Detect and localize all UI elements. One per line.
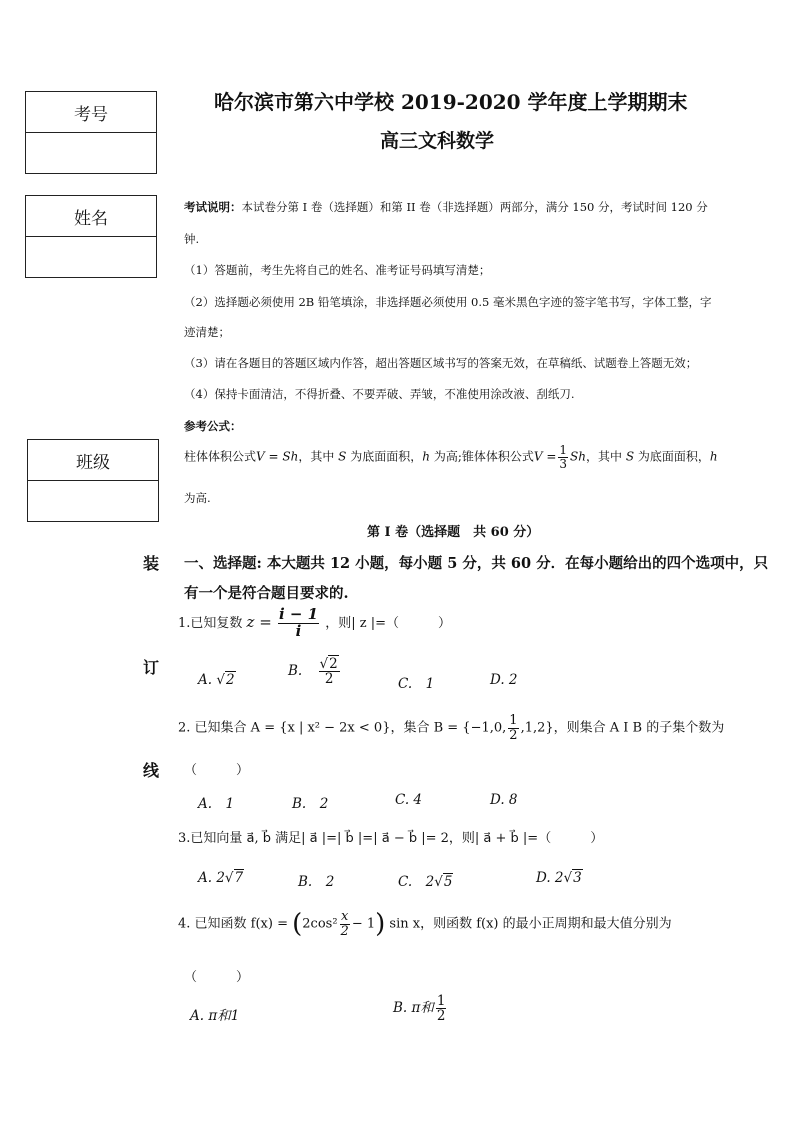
- name-label: 姓名: [26, 196, 156, 237]
- binding-char-2: 订: [143, 658, 160, 677]
- binding-char-3: 线: [143, 761, 160, 780]
- instructions-line-1: 考试说明：本试卷分第 I 卷（选择题）和第 II 卷（非选择题）两部分，满分 150 分，考试时间 120 分: [184, 200, 708, 214]
- q2-option-a[interactable]: A. 1: [198, 796, 235, 812]
- q3-option-a[interactable]: A. 2√7: [198, 870, 244, 886]
- instructions-label: 考试说明：: [184, 200, 242, 214]
- q2-option-d[interactable]: D. 8: [490, 792, 518, 808]
- q4-option-a[interactable]: A. π和1: [190, 1008, 240, 1024]
- question-2-wrap: （ ）: [184, 763, 250, 778]
- formula-wrap: 为高.: [184, 491, 211, 505]
- instruction-item-2: （2）选择题必须使用 2B 铅笔填涂，非选择题必须使用 0.5 毫米黑色字迹的签字笔书写，字体工整，字: [184, 295, 712, 309]
- instruction-item-1: （1）答题前，考生先将自己的姓名、准考证号码填写清楚；: [184, 263, 491, 277]
- exam-number-label: 考号: [26, 92, 156, 133]
- class-field[interactable]: [28, 481, 158, 521]
- question-1: 1.已知复数 z = $\frac{i - 1}{i}$ ，则| z |=（ ）: [178, 605, 452, 640]
- binding-char-1: 装: [143, 554, 160, 573]
- exam-title: 哈尔滨市第六中学校 2019-2020 学年度上学期期末: [214, 90, 688, 114]
- instruction-item-3: （3）请在各题目的答题区域内作答，超出答题区域书写的答案无效，在草稿纸、试题卷上答题无效；: [184, 356, 698, 370]
- question-3: 3.已知向量 a⃗, b⃗ 满足| a⃗ |=| b⃗ |=| a⃗ − b⃗ |= 2，则| a⃗ + b⃗ |=（ ）: [178, 831, 604, 846]
- q1-option-c[interactable]: C. 1: [398, 676, 435, 692]
- section-intro: 一、选择题: 本大题共 12 小题，每小题 5 分，共 60 分．在每小题给出的四个选项中，只: [184, 555, 769, 572]
- section-heading: 第 I 卷（选择题 共 60 分）: [367, 525, 540, 540]
- q2-option-c[interactable]: C. 4: [395, 792, 423, 808]
- instructions-line-1-wrap: 钟.: [184, 232, 200, 246]
- q2-option-b[interactable]: B. 2: [292, 796, 329, 812]
- name-field[interactable]: [26, 237, 156, 277]
- question-2: 2. 已知集合 A = {x | x² − 2x < 0}，集合 B = {−1,0, $\frac{1}{2}$ ,1,2}，则集合 A I B 的子集个数为: [178, 713, 725, 743]
- q1-option-a[interactable]: A. √2: [198, 672, 235, 688]
- class-box: [27, 439, 159, 522]
- question-4: 4. 已知函数 f(x) = (2cos² $\frac{x}{2}$ − 1) sin x，则函数 f(x) 的最小正周期和最大值分别为: [178, 908, 672, 939]
- q3-option-c[interactable]: C. 2√5: [398, 874, 453, 890]
- exam-number-field[interactable]: [26, 133, 156, 173]
- q3-option-d[interactable]: D. 2√3: [536, 870, 582, 886]
- instruction-item-4: （4）保持卡面清洁，不得折叠、不要弄破、弄皱，不准使用涂改液、刮纸刀.: [184, 387, 575, 401]
- question-4-wrap: （ ）: [184, 970, 250, 985]
- name-box: [25, 195, 157, 278]
- q3-option-b[interactable]: B. 2: [298, 874, 335, 890]
- class-label: 班级: [28, 440, 158, 481]
- exam-subtitle: 高三文科数学: [380, 130, 495, 152]
- q1-option-b[interactable]: B. $\frac{√2}{2}$: [288, 656, 338, 688]
- instruction-item-2-wrap: 迹清楚；: [184, 325, 230, 339]
- section-intro-wrap: 有一个是符合题目要求的.: [184, 585, 349, 602]
- formula-line: 柱体体积公式V = Sh，其中 S 为底面面积，h 为高;锥体体积公式V = $\frac{1}{3}$ Sh，其中 S 为底面面积，h: [184, 443, 718, 471]
- q1-option-d[interactable]: D. 2: [490, 672, 518, 688]
- formula-label: 参考公式：: [184, 419, 242, 433]
- formula-fraction: $\frac{1}{3}$: [559, 443, 568, 471]
- q4-option-b[interactable]: B. π和 $\frac{1}{2}$: [393, 993, 446, 1025]
- exam-number-box: [25, 91, 157, 174]
